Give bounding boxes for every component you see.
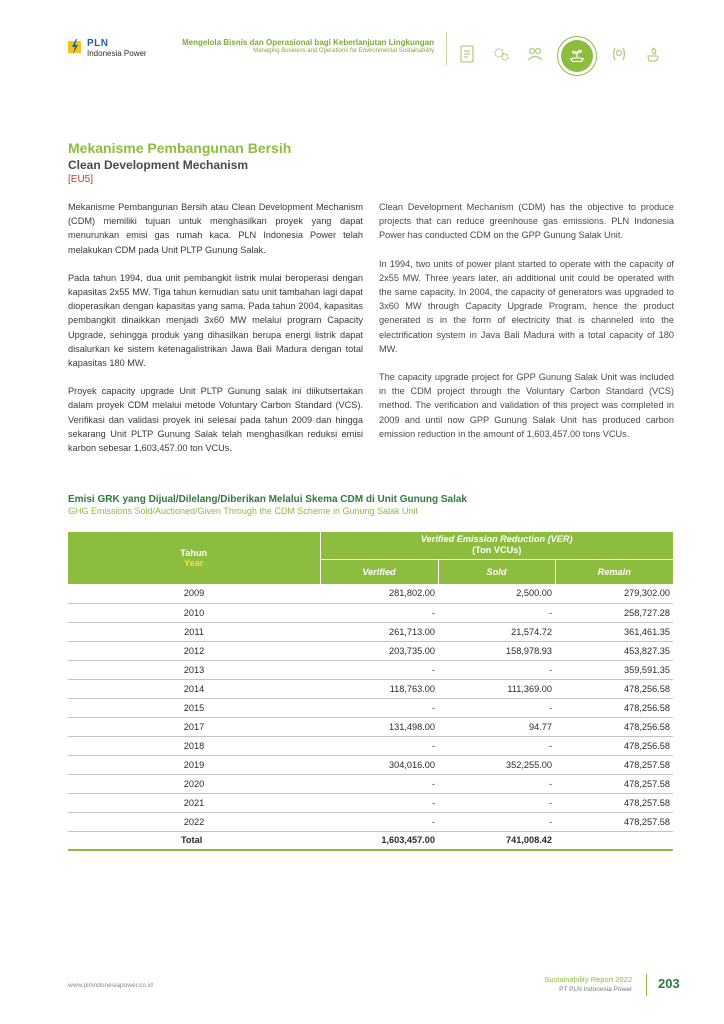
year-cell: 2011 [68,622,320,641]
section-title-en: Clean Development Mechanism [68,158,249,172]
body-text-indonesian [68,200,363,469]
sold-cell: - [438,793,555,812]
plant-hand-icon[interactable] [557,36,597,76]
remain-cell: 478,257.58 [555,812,673,831]
sold-cell: - [438,698,555,717]
company-name: PT PLN Indonesia Power [559,986,632,993]
verified-cell: - [320,793,438,812]
sold-cell: 21,574.72 [438,622,555,641]
table-row [68,717,673,736]
year-cell: 2009 [68,584,320,603]
remain-cell: 478,256.58 [555,698,673,717]
sold-cell: 111,369.00 [438,679,555,698]
year-cell: 2021 [68,793,320,812]
page-number: 203 [658,976,680,991]
total-verified-cell: 1,603,457.00 [320,831,438,850]
year-cell: 2018 [68,736,320,755]
year-cell: 2019 [68,755,320,774]
paragraph: Proyek capacity upgrade Unit PLTP Gunung salak ini diikutsertakan dalam proyek CDM melalui metode Voluntary Carbon Standard (VCS). Verifikasi dan validasi proyek ini selesai pada tahun 2009 dan hingga sekarang Unit PLTP Gunung Salak telah menghasilkan reduksi emisi karbon sebesar 1,603,457.00 ton VCUs. [68,386,363,454]
paragraph: Clean Development Mechanism (CDM) has the objective to produce projects that can reduce greenhouse gas emissions. PLN Indonesia Power has conducted CDM on the GPP Gunung Salak Unit. [379,202,674,241]
table-row [68,698,673,717]
table-row [68,641,673,660]
remain-header: Remain [555,559,673,584]
chapter-title-id: Mengelola Bisnis dan Operasional bagi Keberlanjutan Lingkungan [181,38,434,47]
total-remain-cell [555,831,673,850]
table-row [68,812,673,831]
footer-report [544,975,632,993]
sold-cell: - [438,774,555,793]
table-row [68,603,673,622]
year-cell: 2022 [68,812,320,831]
logo-line1: PLN [87,38,109,49]
verified-cell: 304,016.00 [320,755,438,774]
sold-cell: 94.77 [438,717,555,736]
sold-header: Sold [438,559,555,584]
sold-cell: - [438,812,555,831]
table-row [68,584,673,603]
sold-cell: - [438,603,555,622]
paragraph: The capacity upgrade project for GPP Gunung Salak Unit was included in the CDM project through the Voluntary Carbon Standard (VCS) method. The verification and validation of this project was completed in 2009 and until now GPP Gunung Salak Unit has produced carbon emission reduction in the amount of 1,603,457.00 tons VCUs. [379,372,674,439]
verified-cell: - [320,698,438,717]
sold-cell: - [438,736,555,755]
paragraph: Mekanisme Pembangunan Bersih atau Clean Development Mechanism (CDM) memiliki tujuan untuk menghasilkan proyek yang dapat menurunkan emisi gas rumah kaca. PLN Indonesia Power telah melakukan CDM pada Unit PLTP Gunung Salak. [68,202,363,255]
verified-cell: 118,763.00 [320,679,438,698]
remain-cell: 478,257.58 [555,793,673,812]
laurel-icon[interactable] [607,42,631,66]
year-cell: 2010 [68,603,320,622]
gears-icon[interactable] [489,42,513,66]
report-title: Sustainability Report 2022 [544,975,632,984]
table-row [68,736,673,755]
section-title-id: Mekanisme Pembangunan Bersih [68,140,292,156]
section-title [68,140,291,185]
table-caption [68,494,467,516]
ver-header [320,532,673,559]
table-caption-id: Emisi GRK yang Dijual/Dilelang/Diberikan Melalui Skema CDM di Unit Gunung Salak [68,494,467,505]
year-cell: 2014 [68,679,320,698]
pln-logo-icon [68,39,83,54]
year-cell: 2012 [68,641,320,660]
gri-tag: [EU5] [68,174,94,185]
year-header-en: Year [184,558,204,568]
ghg-emissions-table [68,532,673,851]
people-icon[interactable] [523,42,547,66]
year-cell: 2020 [68,774,320,793]
year-cell: 2017 [68,717,320,736]
table-row [68,755,673,774]
sold-cell: 158,978.93 [438,641,555,660]
verified-cell: - [320,603,438,622]
table-row [68,660,673,679]
table-row [68,774,673,793]
total-sold-cell: 741,008.42 [438,831,555,850]
year-header-id: Tahun [180,548,208,558]
verified-cell: - [320,774,438,793]
year-cell: 2013 [68,660,320,679]
ver-header-line1: Verified Emission Reduction (VER) [420,534,573,545]
hand-leaf-icon[interactable] [641,42,665,66]
verified-header: Verified [320,559,438,584]
footer-divider [646,974,647,996]
verified-cell: - [320,660,438,679]
logo-line2: Indonesia Power [87,49,147,58]
sold-cell: 2,500.00 [438,584,555,603]
paragraph: In 1994, two units of power plant started to operate with the capacity of 2x55 MW. Three years later, an additional unit could be operated with the same capacity. In 2004, the capacity of generators was upgraded to 3x60 MW through Capacity Upgrade Program, hence the product generated is in the form of electricity that is channeled into the electrification system in Java Bali Madura with a total capacity of 180 MW. [379,258,674,354]
table-row [68,793,673,812]
header-divider [446,32,447,66]
remain-cell: 478,256.58 [555,679,673,698]
verified-cell: 261,713.00 [320,622,438,641]
total-row [68,831,673,850]
sold-cell: - [438,660,555,679]
remain-cell: 279,302.00 [555,584,673,603]
verified-cell: - [320,812,438,831]
chapter-title [134,38,434,54]
chapter-nav [455,32,665,76]
table-row [68,622,673,641]
total-label-cell: Total [68,831,320,850]
remain-cell: 478,257.58 [555,755,673,774]
chapter-title-en: Managing Business and Operations for Environmental Sustainability [253,48,434,54]
paragraph: Pada tahun 1994, dua unit pembangkit listrik mulai beroperasi dengan kapasitas 2x55 MW. Tiga tahun kemudian satu unit tambahan lagi dapat dioperasikan dengan kapasitas yang sama. Pada tahun 2004, kapasitas pembangkit dinaikkan menjadi 3x60 MW melalui program Capacity Upgrade, sehingga produk yang dihasilkan berupa energi listrik dapat disalurkan ke sistem ketenagalistrikan Jawa Bali Madura dengan total kapasitas 180 MW. [68,272,363,369]
sold-cell: 352,255.00 [438,755,555,774]
remain-cell: 361,461.35 [555,622,673,641]
remain-cell: 359,591.35 [555,660,673,679]
remain-cell: 478,256.58 [555,736,673,755]
verified-cell: - [320,736,438,755]
table-caption-en: GHG Emissions Sold/Auctioned/Given Through the CDM Scheme in Gunung Salak Unit [68,506,419,516]
verified-cell: 281,802.00 [320,584,438,603]
year-cell: 2015 [68,698,320,717]
verified-cell: 131,498.00 [320,717,438,736]
remain-cell: 478,256.58 [555,717,673,736]
document-icon[interactable] [455,42,479,66]
ver-header-line2: (Ton VCUs) [472,545,522,556]
remain-cell: 453,827.35 [555,641,673,660]
remain-cell: 478,257.58 [555,774,673,793]
table-row [68,679,673,698]
year-header [68,532,320,584]
verified-cell: 203,735.00 [320,641,438,660]
footer-url: www.plnindonesiapower.co.id [68,982,153,989]
body-text-english [379,200,674,455]
remain-cell: 258,727.28 [555,603,673,622]
